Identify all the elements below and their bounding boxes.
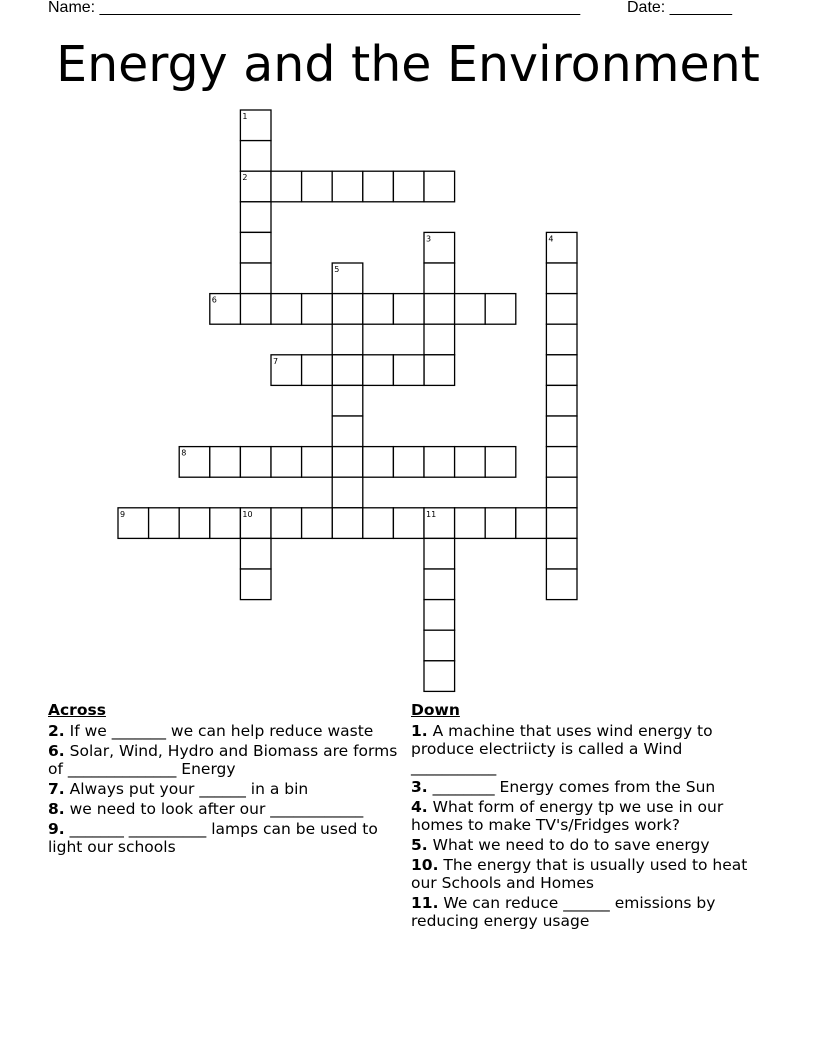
- date-field-label: Date: _______: [627, 0, 732, 16]
- clue-text: _______ __________ lamps can be used to light our schools: [48, 820, 378, 856]
- clue-number: 1.: [411, 722, 428, 740]
- grid-cell[interactable]: [393, 447, 424, 478]
- clue-text: ________ Energy comes from the Sun: [432, 778, 716, 796]
- cell-number: 6: [211, 295, 217, 305]
- grid-cell[interactable]: [546, 416, 577, 447]
- grid-cell[interactable]: [240, 569, 271, 600]
- grid-cell[interactable]: [546, 477, 577, 508]
- grid-cell[interactable]: [271, 171, 302, 202]
- clue-text: What form of energy tp we use in our homes to make TV's/Fridges work?: [411, 798, 724, 834]
- grid-cell[interactable]: [546, 263, 577, 294]
- grid-cell[interactable]: [271, 294, 302, 325]
- name-field-label: Name: ______________________________________________________: [48, 0, 581, 16]
- clue-across-2: [48, 722, 408, 740]
- grid-cell[interactable]: [271, 447, 302, 478]
- clue-across-6: [48, 742, 408, 778]
- grid-cell[interactable]: [363, 508, 394, 539]
- grid-cell[interactable]: [424, 447, 455, 478]
- clue-text: A machine that uses wind energy to produce electriicty is called a Wind ___________: [411, 722, 713, 776]
- grid-cell[interactable]: [363, 355, 394, 386]
- grid-cell[interactable]: [546, 569, 577, 600]
- across-heading: Across: [48, 701, 106, 719]
- grid-cell[interactable]: [240, 447, 271, 478]
- grid-cell[interactable]: [240, 294, 271, 325]
- grid-cell[interactable]: [302, 355, 333, 386]
- clue-number: 8.: [48, 800, 65, 818]
- grid-cell[interactable]: [424, 600, 455, 631]
- grid-cell[interactable]: [240, 232, 271, 263]
- grid-cell[interactable]: [302, 294, 333, 325]
- grid-cell[interactable]: [240, 538, 271, 569]
- clue-across-8: [48, 800, 408, 818]
- clue-text: The energy that is usually used to heat our Schools and Homes: [411, 856, 748, 892]
- grid-cell[interactable]: [393, 294, 424, 325]
- cell-number: 7: [273, 356, 279, 366]
- clue-down-3: [411, 778, 771, 796]
- grid-cell[interactable]: [516, 508, 547, 539]
- across-clues: [48, 700, 408, 858]
- grid-cell[interactable]: [240, 202, 271, 233]
- grid-cell[interactable]: [455, 294, 486, 325]
- grid-cell[interactable]: [332, 477, 363, 508]
- grid-cell[interactable]: [393, 508, 424, 539]
- grid-cell[interactable]: [210, 447, 241, 478]
- grid-cell[interactable]: [332, 416, 363, 447]
- clue-number: 5.: [411, 836, 428, 854]
- clue-across-9: [48, 820, 408, 856]
- clue-number: 2.: [48, 722, 65, 740]
- clue-number: 10.: [411, 856, 439, 874]
- grid-cell[interactable]: [393, 355, 424, 386]
- cell-number: 10: [242, 509, 253, 519]
- grid-cell[interactable]: [546, 324, 577, 355]
- grid-cell[interactable]: [240, 263, 271, 294]
- grid-cell[interactable]: [424, 294, 455, 325]
- grid-cell[interactable]: [424, 661, 455, 692]
- grid-cell[interactable]: [363, 447, 394, 478]
- clue-down-5: [411, 836, 771, 854]
- clue-number: 7.: [48, 780, 65, 798]
- grid-cell[interactable]: [240, 141, 271, 172]
- grid-cell[interactable]: [332, 294, 363, 325]
- cell-number: 11: [426, 509, 437, 519]
- grid-cell[interactable]: [546, 385, 577, 416]
- clue-down-1: [411, 722, 771, 776]
- clue-text: If we _______ we can help reduce waste: [69, 722, 374, 740]
- grid-cell[interactable]: [302, 447, 333, 478]
- grid-cell[interactable]: [424, 171, 455, 202]
- cell-number: 3: [426, 234, 432, 244]
- cell-number: 4: [548, 234, 554, 244]
- grid-cell[interactable]: [332, 508, 363, 539]
- clue-text: we need to look after our ____________: [69, 800, 364, 818]
- grid-cell[interactable]: [149, 508, 180, 539]
- grid-cell[interactable]: [424, 263, 455, 294]
- grid-cell[interactable]: [485, 294, 516, 325]
- down-clues: [411, 700, 771, 932]
- down-heading: Down: [411, 701, 460, 719]
- clue-text: We can reduce ______ emissions by reducing energy usage: [411, 894, 716, 930]
- cell-number: 1: [242, 112, 248, 121]
- grid-cell[interactable]: [546, 355, 577, 386]
- grid-cell[interactable]: [332, 447, 363, 478]
- grid-cell[interactable]: [546, 538, 577, 569]
- grid-cell[interactable]: [179, 508, 210, 539]
- clue-down-4: [411, 798, 771, 834]
- clue-text: What we need to do to save energy: [432, 836, 710, 854]
- grid-cell[interactable]: [546, 294, 577, 325]
- grid-cell[interactable]: [485, 447, 516, 478]
- grid-cell[interactable]: [271, 508, 302, 539]
- clue-down-10: [411, 856, 771, 892]
- grid-cell[interactable]: [393, 171, 424, 202]
- grid-cell[interactable]: [332, 355, 363, 386]
- clue-text: Always put your ______ in a bin: [69, 780, 309, 798]
- clue-number: 11.: [411, 894, 439, 912]
- clue-down-11: [411, 894, 771, 930]
- cell-number: 8: [181, 448, 187, 458]
- grid-cell[interactable]: [332, 385, 363, 416]
- grid-cell[interactable]: [424, 355, 455, 386]
- grid-cell[interactable]: [455, 508, 486, 539]
- grid-cell[interactable]: [424, 538, 455, 569]
- grid-cell[interactable]: [485, 508, 516, 539]
- grid-cell[interactable]: [332, 324, 363, 355]
- grid-cell[interactable]: [424, 324, 455, 355]
- clue-number: 3.: [411, 778, 428, 796]
- grid-cell[interactable]: [363, 171, 394, 202]
- grid-cell[interactable]: [210, 508, 241, 539]
- page-title: Energy and the Environment: [56, 36, 760, 93]
- grid-cell[interactable]: [546, 447, 577, 478]
- grid-cell[interactable]: [302, 508, 333, 539]
- cell-number: 2: [242, 173, 248, 183]
- grid-cell[interactable]: [546, 508, 577, 539]
- grid-cell[interactable]: [363, 294, 394, 325]
- clue-number: 4.: [411, 798, 428, 816]
- cell-number: 9: [120, 509, 126, 519]
- grid-cell[interactable]: [424, 569, 455, 600]
- cell-number: 5: [334, 265, 340, 274]
- grid-cell[interactable]: [302, 171, 333, 202]
- grid-cell[interactable]: [332, 171, 363, 202]
- clue-text: Solar, Wind, Hydro and Biomass are forms of ______________ Energy: [48, 742, 398, 778]
- grid-cell[interactable]: [424, 630, 455, 661]
- clue-across-7: [48, 780, 408, 798]
- clue-number: 6.: [48, 742, 65, 760]
- clue-number: 9.: [48, 820, 65, 838]
- grid-cell[interactable]: [455, 447, 486, 478]
